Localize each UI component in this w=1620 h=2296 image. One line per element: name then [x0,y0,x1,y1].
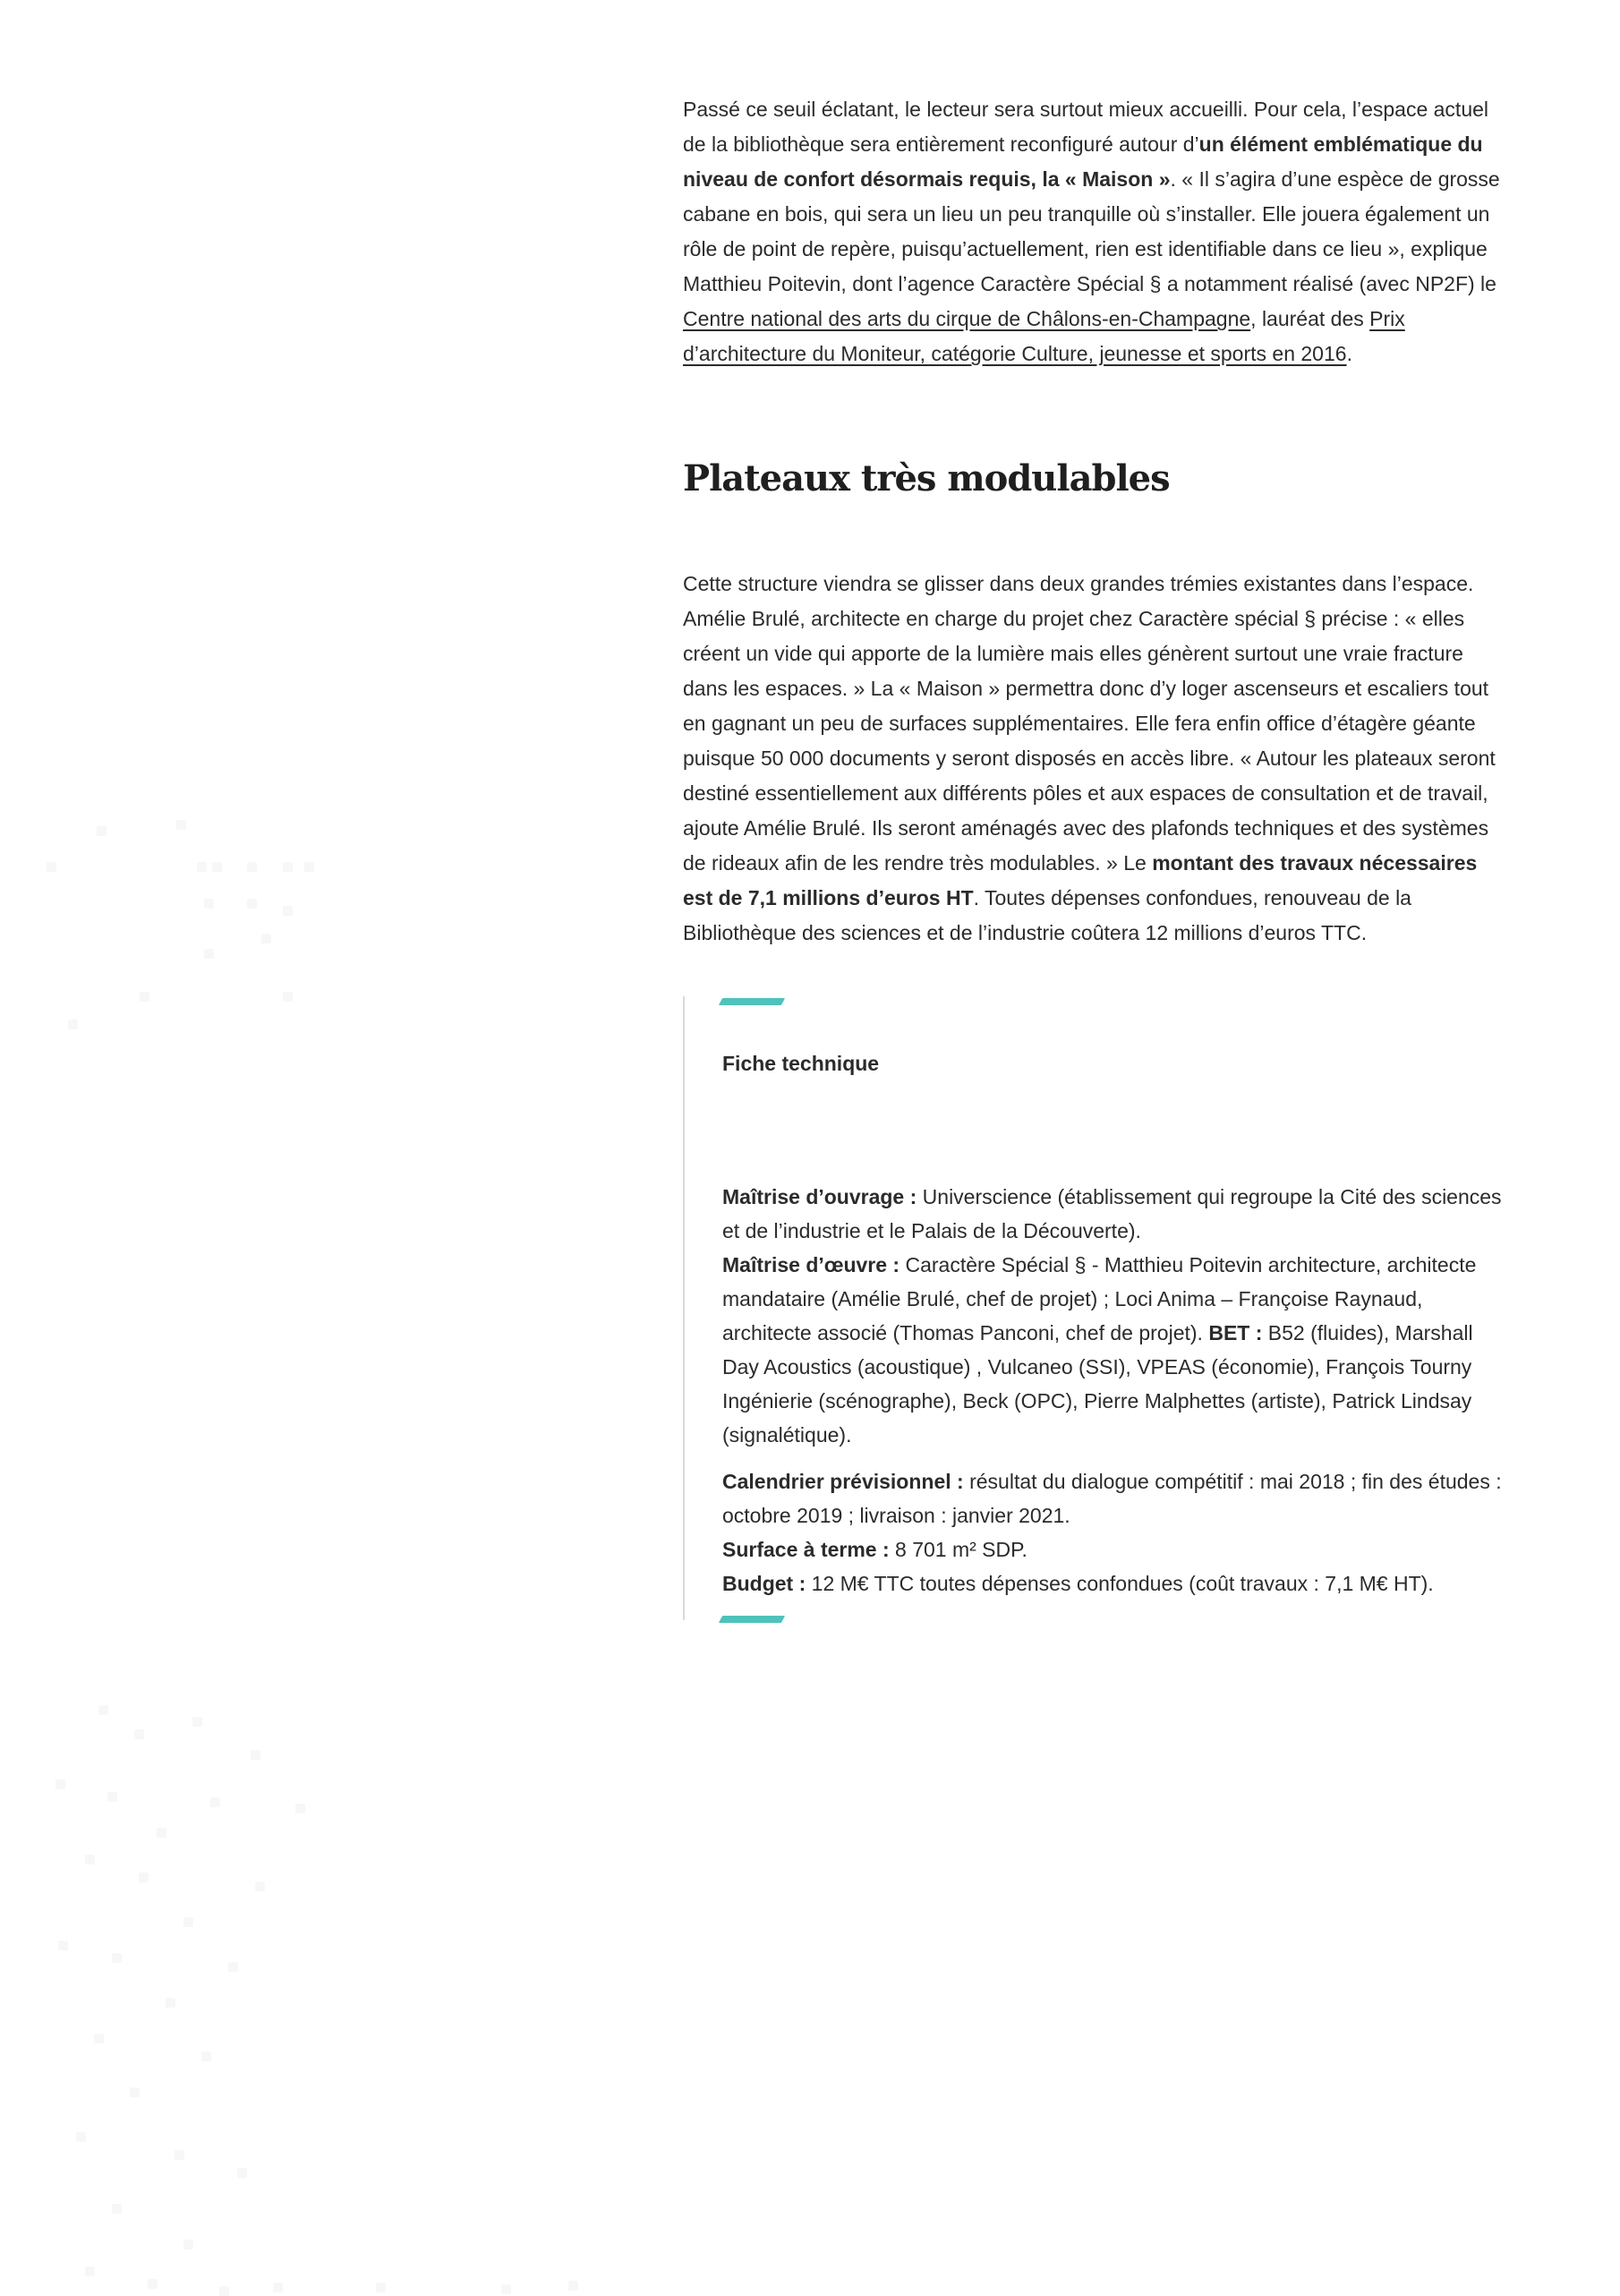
noise-speck [107,1792,117,1802]
noise-speck [55,1780,65,1789]
noise-speck [98,1705,108,1715]
bold-text: Maîtrise d’ouvrage : [722,1185,923,1208]
noise-speck [47,862,56,872]
inline-link[interactable]: Prix d’architecture du Moniteur, catégorie Culture, jeunesse et sports en 2016 [683,307,1405,365]
noise-speck [130,2087,140,2097]
text-run: . « Il s’agira d’une espèce de grosse cabane en bois, qui sera un lieu un peu tranquille où s’installer. Elle jouera également un rôle de point de repère, puisqu’actuellement, rien est identifiable dans ce lieu », explique Matthieu Poitevin, dont l’agence Caractère Spécial § a notamment réalisé (avec NP2F) le [683,167,1500,295]
noise-speck [58,1941,68,1950]
noise-speck [139,1873,149,1882]
noise-speck [204,899,214,909]
noise-speck [255,1882,265,1891]
bold-text: Maîtrise d’œuvre : [722,1253,906,1276]
text-run: Cette structure viendra se glisser dans deux grandes trémies existantes dans l’espace. Amélie Brulé, architecte en charge du projet chez Caractère spécial § précise : « elles créent un vide qui apporte de la lumière mais elles génèrent surtout une vraie fracture dans les espaces. » La « Maison » permettra donc d’y loger ascenseurs et escaliers tout en gagnant un peu de surfaces supplémentaires. Elle fera enfin office d’étagère géante puisque 50 000 documents y seront disposés en accès libre. « Autour les plateaux seront destiné essentiellement aux différents pôles et aux espaces de consultation et de travail, ajoute Amélie Brulé. Ils seront aménagés avec des plafonds techniques et des systèmes de rideaux afin de les rendre très modulables. » Le [683,572,1496,875]
noise-speck [140,992,149,1002]
text-run: Caractère Spécial § - Matthieu Poitevin architecture, architecte mandataire (Amélie Brulé, chef de projet) ; Loci Anima – Françoise Raynaud, architecte associé (Thomas Panconi, chef de projet). [722,1253,1477,1344]
noise-speck [228,1962,238,1972]
fiche-team-paragraph [722,1180,1513,1452]
noise-speck [501,2284,511,2294]
noise-speck [201,2052,211,2061]
teal-dash-top [719,998,785,1005]
noise-speck [112,1953,122,1963]
noise-speck [97,826,107,836]
bold-text: montant des travaux nécessaires est de 7,1 millions d’euros HT [683,851,1478,909]
bold-text: Budget : [722,1572,812,1595]
noise-speck [283,992,293,1002]
noise-speck [283,862,293,872]
bold-text: Calendrier prévisionnel : [722,1470,970,1493]
noise-speck [175,2150,184,2160]
intro-paragraph [683,92,1511,371]
noise-speck [304,862,314,872]
noise-speck [148,2279,158,2289]
teal-dash-bottom [719,1616,785,1623]
noise-speck [212,862,222,872]
fiche-left-rule [683,996,685,1620]
text-run: , lauréat des [1250,307,1370,330]
noise-speck [295,1804,305,1814]
noise-speck [237,2168,247,2178]
noise-speck [94,2034,104,2044]
inline-link[interactable]: Centre national des arts du cirque de Châlons-en-Champagne [683,307,1251,330]
bold-text: un élément emblématique du niveau de confort désormais requis, la « Maison » [683,132,1483,191]
noise-speck [183,1917,193,1927]
noise-speck [183,2240,193,2249]
noise-speck [283,906,293,916]
noise-speck [192,1717,202,1727]
noise-speck [376,2283,386,2292]
noise-speck [176,820,186,830]
noise-speck [76,2132,86,2142]
section-heading: Plateaux très modulables [683,457,1170,500]
noise-speck [157,1828,166,1838]
noise-speck [85,1855,95,1865]
noise-speck [247,899,257,909]
noise-speck [134,1729,144,1739]
noise-speck [112,2204,122,2214]
body-paragraph [683,567,1511,951]
text-run: . Toutes dépenses confondues, renouveau de la Bibliothèque des sciences et de l’industrie coûtera 12 millions d’euros TTC. [683,886,1411,944]
noise-speck [261,934,271,943]
noise-speck [85,2266,95,2276]
noise-speck [166,1998,175,2008]
noise-speck [204,949,214,959]
text-run: Universcience (établissement qui regroupe la Cité des sciences et de l’industrie et le Palais de la Découverte). [722,1185,1502,1242]
text-run: 12 M€ TTC toutes dépenses confondues (coût travaux : 7,1 M€ HT). [811,1572,1434,1595]
fiche-details-paragraph [722,1464,1513,1600]
noise-speck [247,862,257,872]
noise-speck [251,1750,260,1760]
text-run: résultat du dialogue compétitif : mai 2018 ; fin des études : octobre 2019 ; livraison : janvier 2021. [722,1470,1502,1527]
fiche-title: Fiche technique [722,1052,880,1075]
bold-text: BET : [1208,1321,1268,1344]
noise-speck [210,1797,220,1807]
noise-speck [68,1020,78,1029]
text-run: Passé ce seuil éclatant, le lecteur sera surtout mieux accueilli. Pour cela, l’espace actuel de la bibliothèque sera entièrement reconfiguré autour d’ [683,98,1489,156]
fiche-technique-box [683,996,1513,1632]
text-run: B52 (fluides), Marshall Day Acoustics (acoustique) , Vulcaneo (SSI), VPEAS (économie), François Tourny Ingénierie (scénographe), Beck (OPC), Pierre Malphettes (artiste), Patrick Lindsay (signalétique). [722,1321,1473,1447]
bold-text: Surface à terme : [722,1538,896,1561]
noise-speck [568,2281,578,2291]
text-run: 8 701 m² SDP. [895,1538,1027,1561]
text-run: . [1346,342,1352,365]
noise-speck [273,2283,283,2292]
noise-speck [197,862,207,872]
